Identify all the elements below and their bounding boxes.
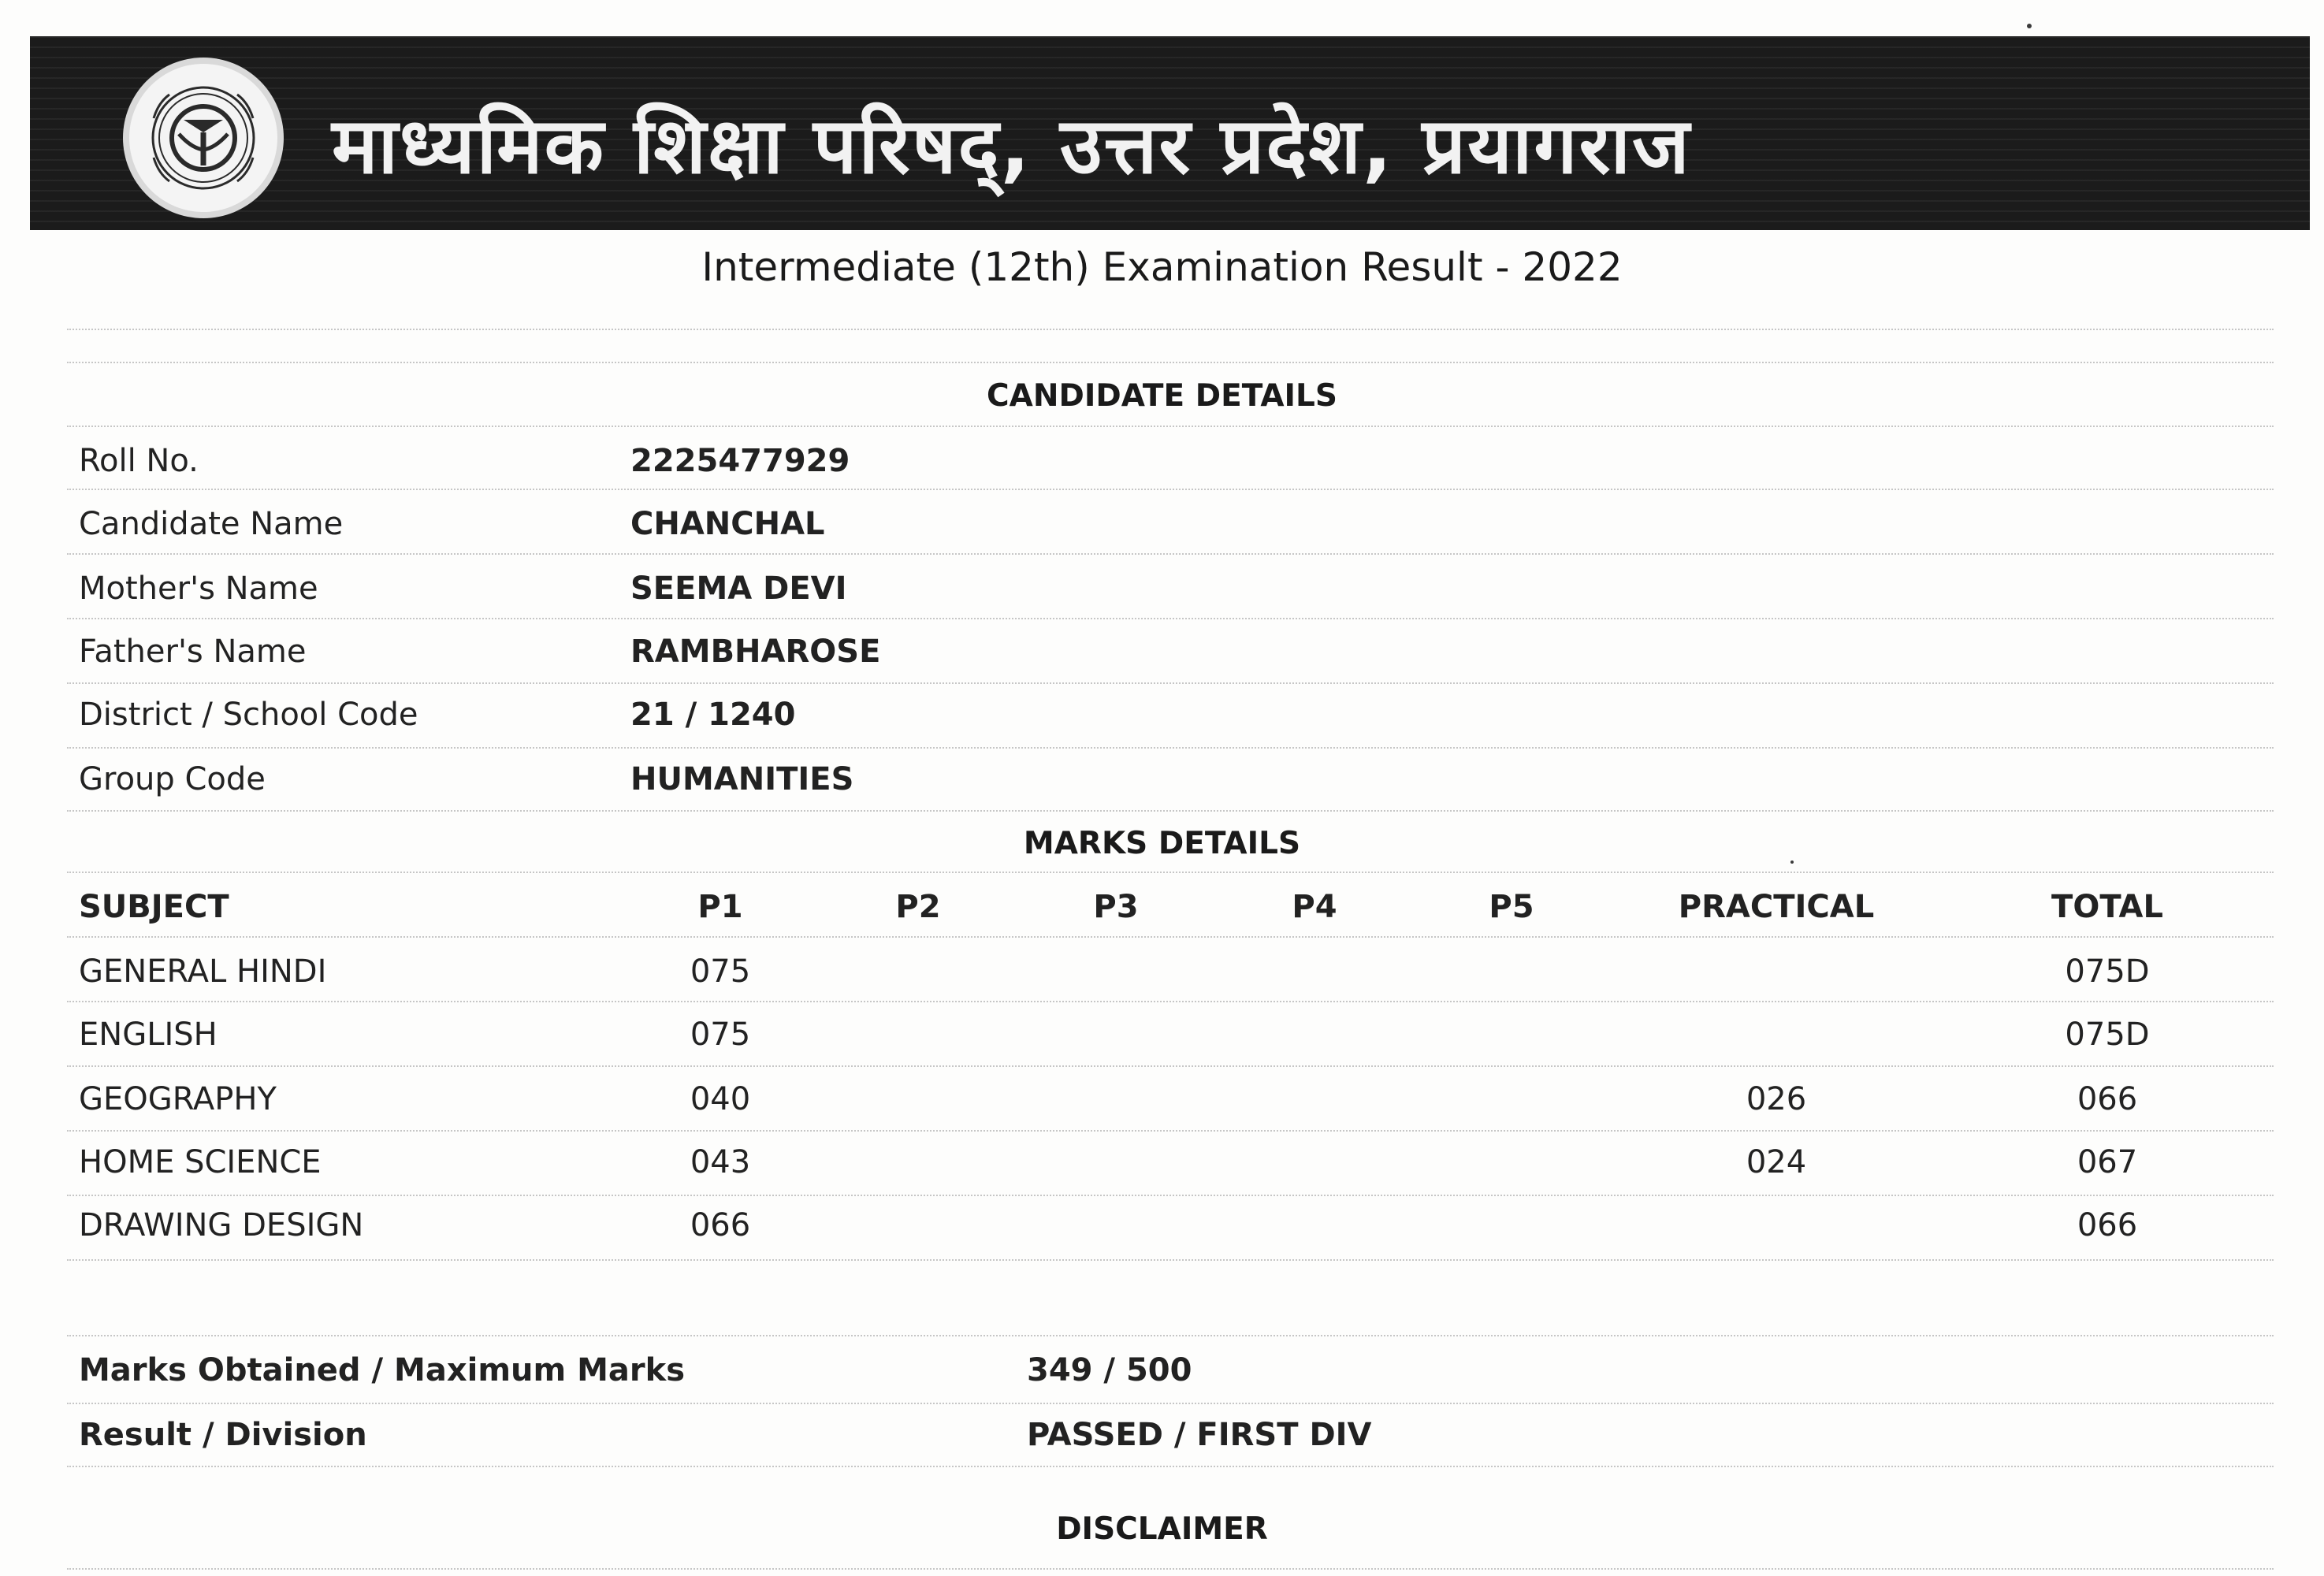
marks-header-row [0, 889, 2324, 936]
divider [67, 362, 2274, 363]
board-header-banner [30, 36, 2310, 230]
divider [67, 1130, 2274, 1132]
table-row [0, 1017, 2324, 1064]
up-board-emblem-icon [121, 55, 286, 221]
candidate-row-group-code [0, 761, 2324, 808]
candidate-row-mother-name [0, 571, 2324, 618]
practical-mark: 026 [1746, 1081, 1807, 1117]
divider [67, 1065, 2274, 1067]
divider [67, 872, 2274, 873]
column-header-total: TOTAL [2051, 889, 2163, 925]
column-header-p2: P2 [895, 889, 941, 925]
divider [67, 1001, 2274, 1002]
candidate-row-name [0, 506, 2324, 553]
divider [67, 1259, 2274, 1261]
marks-details-heading: MARKS DETAILS [1023, 826, 1301, 861]
total-mark: 075D [2065, 953, 2150, 990]
field-value: HUMANITIES [630, 761, 854, 797]
table-row [0, 1207, 2324, 1254]
column-header-subject: SUBJECT [79, 889, 229, 925]
summary-row-marks [0, 1352, 2324, 1399]
divider [67, 329, 2274, 330]
divider [67, 936, 2274, 938]
field-value: CHANCHAL [630, 506, 825, 542]
marks-obtained-value: 349 / 500 [1027, 1352, 1192, 1388]
candidate-details-heading: CANDIDATE DETAILS [987, 378, 1337, 414]
field-value: 21 / 1240 [630, 697, 796, 733]
p1-mark: 075 [690, 1017, 751, 1053]
result-division-value: PASSED / FIRST DIV [1027, 1417, 1372, 1453]
disclaimer-heading: DISCLAIMER [1056, 1511, 1268, 1547]
subject-name: DRAWING DESIGN [79, 1207, 364, 1243]
total-mark: 066 [2077, 1081, 2138, 1117]
candidate-row-father-name [0, 634, 2324, 681]
total-mark: 066 [2077, 1207, 2138, 1243]
field-value: 2225477929 [630, 443, 850, 479]
p1-mark: 040 [690, 1081, 751, 1117]
divider [67, 426, 2274, 427]
practical-mark: 024 [1746, 1144, 1807, 1180]
field-value: SEEMA DEVI [630, 571, 847, 607]
divider [67, 1335, 2274, 1336]
field-label: Group Code [79, 761, 266, 797]
field-label: Father's Name [79, 634, 307, 670]
table-row [0, 1081, 2324, 1128]
summary-row-result [0, 1417, 2324, 1464]
divider [67, 553, 2274, 555]
field-label: Mother's Name [79, 571, 318, 607]
column-header-practical: PRACTICAL [1678, 889, 1875, 925]
divider [67, 1568, 2274, 1570]
divider [67, 618, 2274, 619]
exam-title: Intermediate (12th) Examination Result - 2022 [701, 244, 1623, 290]
p1-mark: 043 [690, 1144, 751, 1180]
scan-speck [1790, 860, 1794, 864]
field-label: Roll No. [79, 443, 199, 479]
candidate-row-district-school [0, 697, 2324, 744]
total-mark: 075D [2065, 1017, 2150, 1053]
subject-name: GENERAL HINDI [79, 953, 327, 990]
subject-name: HOME SCIENCE [79, 1144, 322, 1180]
result-division-label: Result / Division [79, 1417, 367, 1453]
field-value: RAMBHAROSE [630, 634, 881, 670]
subject-name: GEOGRAPHY [79, 1081, 277, 1117]
column-header-p4: P4 [1292, 889, 1337, 925]
column-header-p1: P1 [697, 889, 743, 925]
divider [67, 1466, 2274, 1467]
divider [67, 1195, 2274, 1196]
candidate-row-roll-no [0, 443, 2324, 490]
table-row [0, 1144, 2324, 1191]
divider [67, 810, 2274, 812]
column-header-p5: P5 [1489, 889, 1534, 925]
p1-mark: 066 [690, 1207, 751, 1243]
total-mark: 067 [2077, 1144, 2138, 1180]
column-header-p3: P3 [1093, 889, 1139, 925]
field-label: Candidate Name [79, 506, 344, 542]
subject-name: ENGLISH [79, 1017, 218, 1053]
p1-mark: 075 [690, 953, 751, 990]
table-row [0, 953, 2324, 1001]
divider [67, 682, 2274, 684]
marks-obtained-label: Marks Obtained / Maximum Marks [79, 1352, 686, 1388]
divider [67, 1403, 2274, 1404]
field-label: District / School Code [79, 697, 418, 733]
board-name: माध्यमिक शिक्षा परिषद्, उत्तर प्रदेश, प्रयागराज [332, 102, 1691, 191]
divider [67, 747, 2274, 749]
scan-speck [2027, 24, 2032, 28]
